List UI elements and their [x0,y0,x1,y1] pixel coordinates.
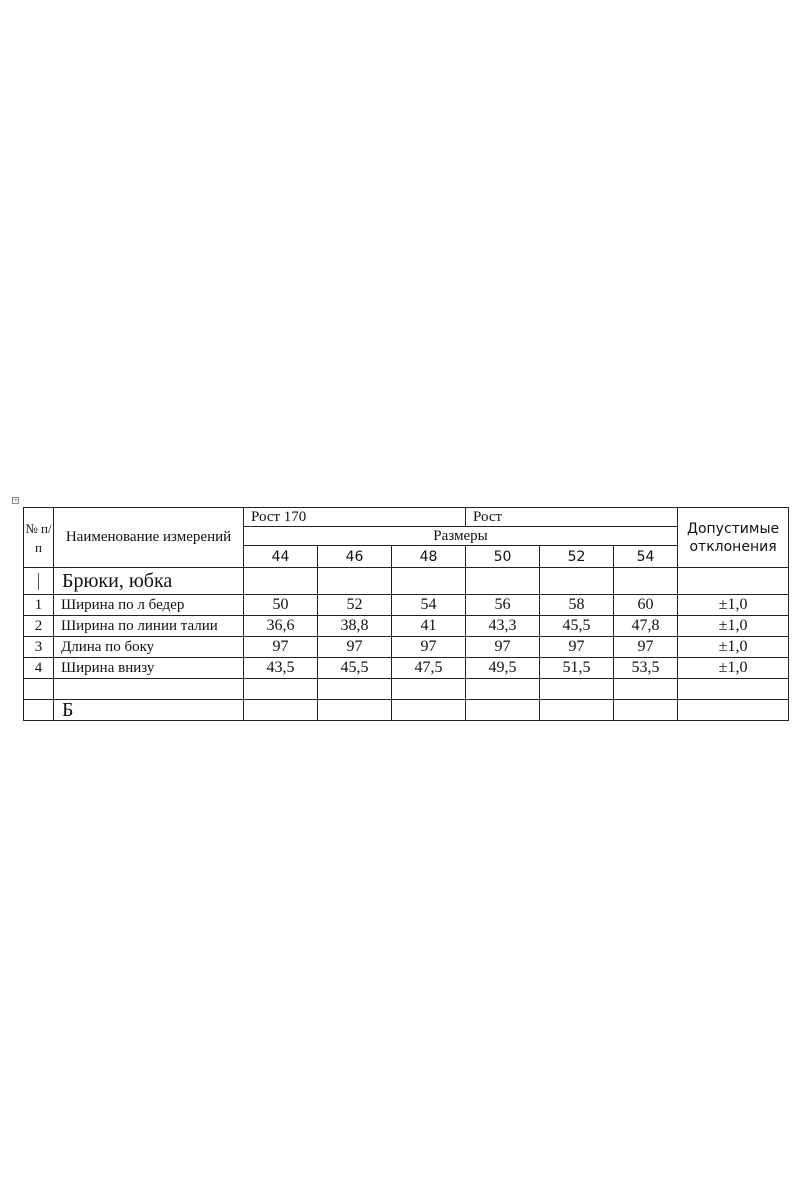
size-col-header: 52 [540,546,614,568]
row-value: 58 [540,595,614,616]
size-col-header: 50 [466,546,540,568]
row-value: 54 [392,595,466,616]
row-value: 50 [244,595,318,616]
row-tolerance: ±1,0 [678,616,789,637]
row-measurement-name: Длина по боку [54,637,244,658]
row-value: 38,8 [318,616,392,637]
row-value: 51,5 [540,658,614,679]
row-value: 45,5 [540,616,614,637]
empty-cell[interactable] [614,679,678,700]
size-col-header: 46 [318,546,392,568]
row-value: 97 [540,637,614,658]
row-tolerance: ±1,0 [678,658,789,679]
row-value: 97 [466,637,540,658]
row-value: 49,5 [466,658,540,679]
empty-cell[interactable] [318,568,392,595]
row-value: 97 [318,637,392,658]
empty-cell[interactable] [244,568,318,595]
row-value: 47,5 [392,658,466,679]
empty-cell[interactable] [614,700,678,721]
table-move-handle-icon[interactable]: + [13,496,19,504]
header-tolerance: Допустимые отклонения [678,508,789,568]
row-tolerance: ±1,0 [678,637,789,658]
empty-cell[interactable] [678,679,789,700]
empty-cell[interactable] [24,679,54,700]
empty-cell[interactable] [392,700,466,721]
empty-cell[interactable] [244,679,318,700]
empty-cell[interactable] [392,568,466,595]
row-value: 47,8 [614,616,678,637]
size-col-header: 48 [392,546,466,568]
section-number-cell[interactable] [24,568,54,595]
cut-off-text: Б [62,699,74,721]
table-row [24,637,789,658]
empty-cell[interactable] [54,679,244,700]
row-value: 41 [392,616,466,637]
empty-cell[interactable] [540,679,614,700]
empty-table-row [24,679,789,700]
row-value: 56 [466,595,540,616]
row-value: 97 [614,637,678,658]
empty-cell[interactable] [466,700,540,721]
empty-cell[interactable] [678,700,789,721]
header-number: № п/ п [24,508,54,568]
row-number: 3 [24,637,54,658]
row-value: 36,6 [244,616,318,637]
section-row [24,568,789,595]
empty-cell[interactable] [392,679,466,700]
empty-cell[interactable] [244,700,318,721]
measurements-table [23,507,789,721]
row-value: 53,5 [614,658,678,679]
text-cursor [38,573,39,590]
empty-cell[interactable] [614,568,678,595]
table-row [24,658,789,679]
row-measurement-name: Ширина по л бедер [54,595,244,616]
row-number: 4 [24,658,54,679]
row-value: 60 [614,595,678,616]
row-value: 52 [318,595,392,616]
empty-cell[interactable] [466,568,540,595]
empty-cell[interactable] [24,700,54,721]
cut-off-section-title [54,700,244,721]
row-number: 2 [24,616,54,637]
row-value: 43,5 [244,658,318,679]
empty-cell[interactable] [678,568,789,595]
empty-cell[interactable] [540,568,614,595]
row-measurement-name: Ширина по линии талии [54,616,244,637]
row-value: 45,5 [318,658,392,679]
row-value: 97 [392,637,466,658]
size-col-header: 44 [244,546,318,568]
table-row [24,595,789,616]
size-col-header: 54 [614,546,678,568]
row-tolerance: ±1,0 [678,595,789,616]
row-number: 1 [24,595,54,616]
empty-cell[interactable] [466,679,540,700]
empty-cell[interactable] [318,700,392,721]
empty-cell[interactable] [318,679,392,700]
section-title: Брюки, юбка [54,568,244,595]
row-value: 43,3 [466,616,540,637]
empty-cell[interactable] [540,700,614,721]
header-height-170: Рост 170 [244,508,466,527]
table-row [24,616,789,637]
header-height-2: Рост [466,508,678,527]
row-value: 97 [244,637,318,658]
row-measurement-name: Ширина внизу [54,658,244,679]
cut-off-table-row [24,700,789,721]
header-sizes: Размеры [244,527,678,546]
measurements-table-container [23,507,788,721]
header-measurement-name: Наименование измерений [54,508,244,568]
